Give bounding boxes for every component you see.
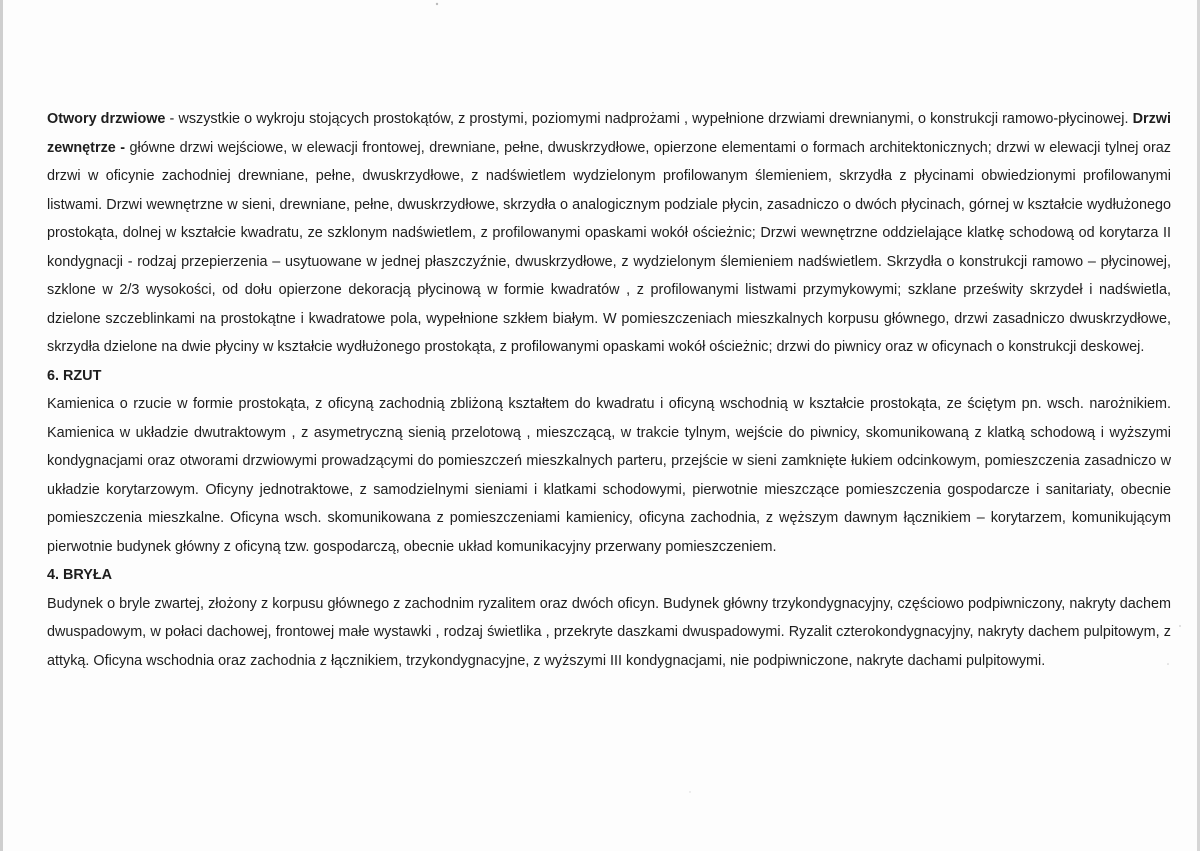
doors-lead-text: - wszystkie o wykroju stojących prostokątów, z prostymi, poziomymi nadprożami , wypełnione drzwiami drewnianymi, o konstrukcji ramowo-płycinowej.	[165, 111, 1133, 127]
massing-heading: 4. BRYŁA	[47, 567, 113, 583]
doors-lead-bold: Otwory drzwiowe	[47, 111, 166, 127]
plan-heading: 6. RZUT	[47, 367, 102, 384]
scan-edge-left	[0, 0, 3, 851]
plan-paragraph: Kamienica o rzucie w formie prostokąta, z oficyną zachodnią zbliżoną kształtem do kwadratu i oficyną wschodnią w kształcie prostokąta, ze ściętym pn. wsch. narożnikiem. Kamienica w układzie dwutraktowym , z asymetryczną sienią przelotową , mieszczącą, w trakcie tylnym, wejście do piwnicy, skomunikowaną z klatką schodową i wyższymi kondygnacjami oraz otworami drzwiowymi prowadzącymi do pomieszczeń mieszkalnych parteru, przejście w sieni zamknięte łukiem odcinkowym, pomieszczenia zasadniczo w układzie korytarzowym. Oficyny jednotraktowe, z samodzielnymi sieniami i klatkami schodowymi, pierwotnie mieszczące pomieszczenia gospodarcze i sanitariaty, obecnie pomieszczenia mieszkalne. Oficyna wsch. skomunikowana z pomieszczeniami kamienicy, oficyna zachodnia, z węższym dawnym łącznikiem – korytarzem, komunikującym pierwotnie budynek główny z oficyną tzw. gospodarczą, obecnie układ komunikacyjny przerwany pomieszczeniem.	[47, 396, 1171, 555]
exterior-doors-bold: Drzwi zewnętrze -	[47, 111, 1171, 156]
doors-paragraph	[47, 105, 1171, 362]
exterior-doors-text: główne drzwi wejściowe, w elewacji frontowej, drewniane, pełne, dwuskrzydłowe, opierzone elementami o formach architektonicznych; drzwi w elewacji tylnej oraz drzwi w oficynie zachodniej drewniane, pełne, dwuskrzydłowe, z nadświetlem wydzielonym profilowanym ślemieniem, skrzydła z płycinami obwiedzionymi profilowanymi listwami. Drzwi wewnętrzne w sieni, drewniane, pełne, dwuskrzydłowe, skrzydła o analogicznym podziale płycin, zasadniczo o dwóch płycinach, górnej w kształcie wydłużonego prostokąta, dolnej w kształcie kwadratu, ze szklonym nadświetlem, z profilowanymi opaskami wokół ościeżnic; Drzwi wewnętrzne oddzielające klatkę schodową od korytarza II kondygnacji - rodzaj przepierzenia – usytuowane w jednej płaszczyźnie, dwuskrzydłowe, z wydzielonym ślemieniem nadświetlem. Skrzydła o konstrukcji ramowo – płycinowej, szklone w 2/3 wysokości, od dołu opierzone dekoracją płycinową w formie kwadratów , z profilowanymi listwami przymykowymi; szklane prześwity skrzydeł i nadświetla, dzielone szczeblinkami na prostokątne i kwadratowe pola, wypełnione szkłem białym. W pomieszczeniach mieszkalnych korpusu głównego, drzwi zasadniczo dwuskrzydłowe, skrzydła dzielone na dwie płyciny w kształcie wydłużonego prostokąta, z profilowanymi opaskami wokół ościeżnic; drzwi do piwnicy oraz w oficynach o konstrukcji deskowej.	[47, 139, 1171, 355]
document-body	[47, 105, 1171, 675]
massing-paragraph: Budynek o bryle zwartej, złożony z korpusu głównego z zachodnim ryzalitem oraz dwóch oficyn. Budynek główny trzykondygnacyjny, częściowo podpiwniczony, nakryty dachem dwuspadowym, w połaci dachowej, frontowej małe wystawki , rodzaj świetlika , przekryte daszkami dwuspadowymi. Ryzalit czterokondygnacyjny, nakryty dachem pulpitowym, z attyką. Oficyna wschodnia oraz zachodnia z łącznikiem, trzykondygnacyjne, z wyższymi III kondygnacjami, nie podpiwniczone, nakryte dachami pulpitowymi.	[47, 595, 1171, 669]
